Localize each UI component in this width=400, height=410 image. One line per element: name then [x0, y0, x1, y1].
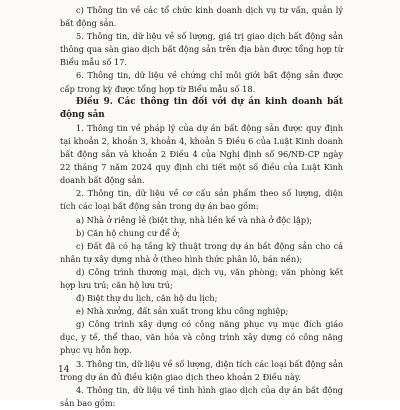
- list-item: b) Căn hộ chung cư để ở;: [76, 227, 181, 238]
- paragraph: c) Thông tin về các tổ chức kinh doanh dịch vụ tư vấn, quản lý bất động sản.: [60, 5, 343, 29]
- list-item: đ) Biệt thự du lịch, căn hộ du lịch;: [76, 293, 218, 304]
- list-item: e) Nhà xưởng, đất sản xuất trong khu công nghiệp;: [76, 306, 289, 317]
- article-heading: Điều 9. Các thông tin đối với dự án kinh doanh bất động sản: [60, 96, 343, 120]
- paragraph: 6. Thông tin, dữ liệu về chứng chỉ môi giới bất động sản được cấp trong kỳ được tổng hợp từ Biểu mẫu số 18.: [60, 70, 343, 94]
- list-item: g) Công trình xây dựng có công năng phục vụ mục đích giáo dục, y tế, thể thao, văn hóa và công trình xây dựng có công năng phục vụ hỗn hợp.: [60, 319, 343, 356]
- list-item: c) Đất đã có hạ tầng kỹ thuật trong dự án bất động sản cho cá nhân tự xây dựng nhà ở (theo hình thức phân lô, bán nền);: [60, 240, 343, 264]
- paragraph: 2. Thông tin, dữ liệu về cơ cấu sản phẩm theo số lượng, diện tích các loại bất động sản trong dự án bao gồm:: [60, 188, 343, 212]
- paragraph: 4. Thông tin, dữ liệu về tình hình giao dịch của dự án bất động sản bao gồm:: [60, 384, 343, 408]
- paragraph: 3. Thông tin, dữ liệu về số lượng, diện tích các loại bất động sản trong dự án đủ điều kiện giao dịch theo khoản 2 Điều này.: [60, 358, 343, 382]
- list-item: d) Công trình thương mại, dịch vụ, văn phòng; văn phòng kết hợp lưu trú; căn hộ lưu trú;: [60, 266, 343, 290]
- list-item: a) Nhà ở riêng lẻ (biệt thự, nhà liền kề và nhà ở độc lập);: [76, 214, 313, 225]
- page-number: 14: [58, 365, 70, 375]
- paragraph: 1. Thông tin về pháp lý của dự án bất động sản được quy định tại khoản 2, khoản 3, khoản 4, khoản 5 Điều 6 của Luật Kinh doanh bất động sản và khoản 2 Điều 4 của Nghị định số 96/NĐ-CP ngày 22 tháng 7 năm 2024 quy định chi tiết một số điều của Luật Kinh doanh bất động sản.: [60, 122, 343, 186]
- body-text: [60, 4, 343, 410]
- paragraph: 5. Thông tin, dữ liệu về số lượng, giá trị giao dịch bất động sản thông qua sàn giao dịch bất động sản trên địa bàn được tổng hợp từ Biểu mẫu số 17.: [60, 31, 343, 68]
